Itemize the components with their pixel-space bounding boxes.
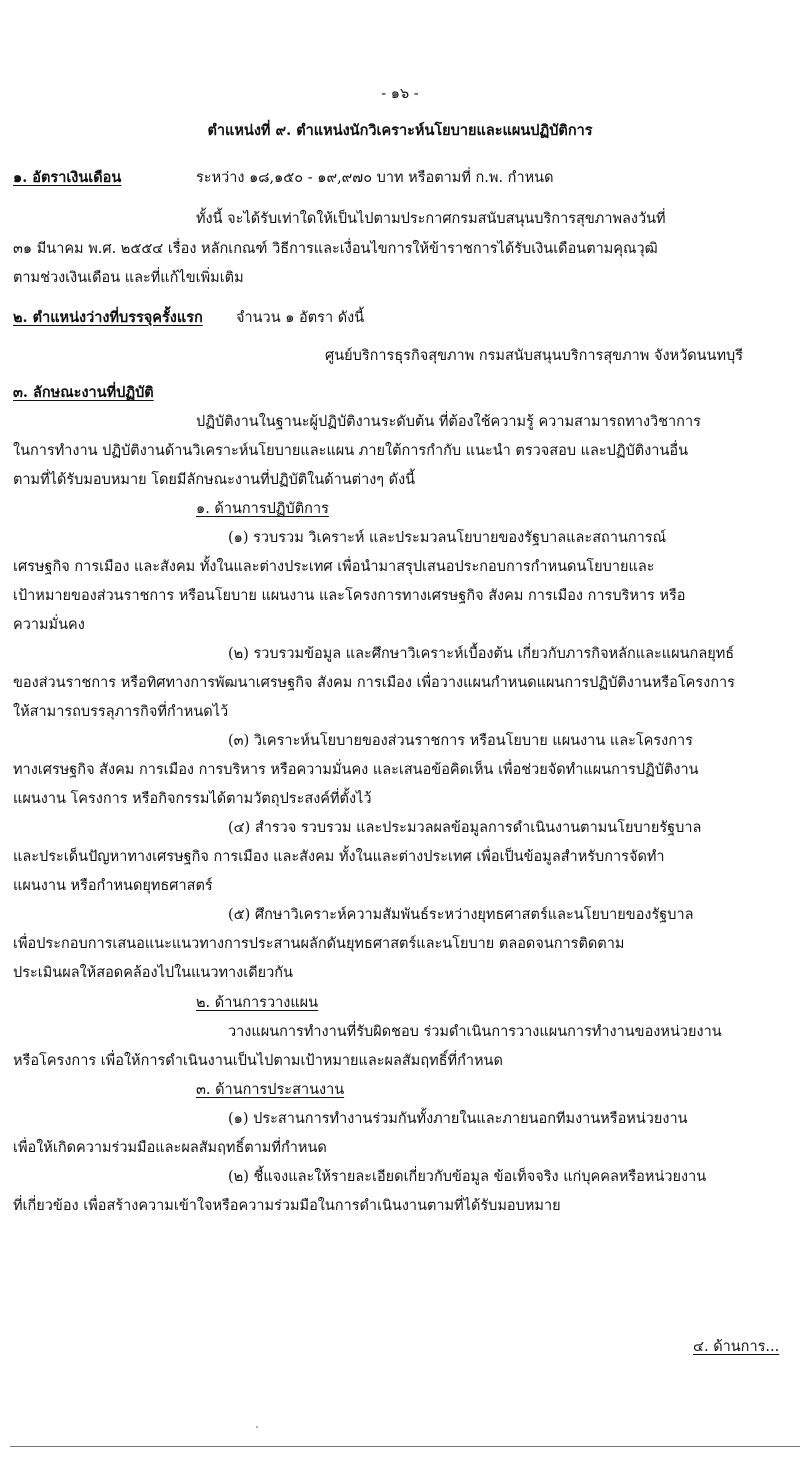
duty-line: เศรษฐกิจ การเมือง และสังคม ทั้งในและต่างประเทศ เพื่อนำมาสรุปเสนอประกอบการกำหนดนโยบายและ	[13, 559, 655, 575]
duty-line: (๑) รวบรวม วิเคราะห์ และประมวลนโยบายของรัฐบาลและสถานการณ์	[228, 530, 667, 546]
section-1-title: ๑. อัตราเงินเดือน	[13, 169, 122, 186]
duty-line: เพื่อประกอบการเสนอแนะแนวทางการประสานผลักดันยุทธศาสตร์และนโยบาย ตลอดจนการติดตาม	[13, 936, 625, 952]
bottom-rule	[10, 1446, 800, 1447]
duty-line: หรือโครงการ เพื่อให้การดำเนินงานเป็นไปตามเป้าหมายและผลสัมฤทธิ์ที่กำหนด	[13, 1053, 503, 1069]
duty-line: เป้าหมายของส่วนราชการ หรือนโยบาย แผนงาน และโครงการทางเศรษฐกิจ สังคม การเมือง การบริหาร หรือ	[13, 588, 686, 604]
duty-line: ความมั่นคง	[13, 617, 85, 633]
duty-line: แผนงาน หรือกำหนดยุทธศาสตร์	[13, 878, 213, 894]
intro-line: ตามที่ได้รับมอบหมาย โดยมีลักษณะงานที่ปฏิบัติในด้านต่างๆ ดังนี้	[13, 472, 416, 488]
page-number: - ๑๖ -	[381, 86, 419, 102]
section-3-title: ๓. ลักษณะงานที่ปฏิบัติ	[13, 384, 154, 401]
scan-speck	[256, 1426, 258, 1428]
subsection-coordination-title: ๓. ด้านการประสานงาน	[196, 1082, 345, 1098]
position-heading: ตำแหน่งที่ ๙. ตำแหน่งนักวิเคราะห์นโยบายและแผนปฏิบัติการ	[207, 122, 593, 139]
duty-line: เพื่อให้เกิดความร่วมมือและผลสัมฤทธิ์ตามที่กำหนด	[13, 1140, 327, 1156]
vacancy-count: จำนวน ๑ อัตรา ดังนี้	[236, 310, 365, 326]
duty-line: ที่เกี่ยวข้อง เพื่อสร้างความเข้าใจหรือความร่วมมือในการดำเนินงานตามที่ได้รับมอบหมาย	[13, 1198, 561, 1214]
duty-line: (๕) ศึกษาวิเคราะห์ความสัมพันธ์ระหว่างยุทธศาสตร์และนโยบายของรัฐบาล	[228, 907, 694, 923]
duty-line: ของส่วนราชการ หรือทิศทางการพัฒนาเศรษฐกิจ สังคม การเมือง เพื่อวางแผนกำหนดแผนการปฏิบัติงานหรือโครงการ	[13, 675, 735, 691]
intro-line: ในการทำงาน ปฏิบัติงานด้านวิเคราะห์นโยบายและแผน ภายใต้การกำกับ แนะนำ ตรวจสอบ และปฏิบัติงานอื่น	[13, 443, 688, 459]
duty-line: (๔) สำรวจ รวบรวม และประมวลผลข้อมูลการดำเนินงานตามนโยบายรัฐบาล	[228, 820, 702, 836]
duty-line: (๑) ประสานการทำงานร่วมกันทั้งภายในและภายนอกทีมงานหรือหน่วยงาน	[228, 1111, 688, 1127]
duty-line: ให้สามารถบรรลุภารกิจที่กำหนดไว้	[13, 704, 229, 720]
salary-note-line: ตามช่วงเงินเดือน และที่แก้ไขเพิ่มเติม	[13, 270, 244, 286]
salary-note-line: ทั้งนี้ จะได้รับเท่าใดให้เป็นไปตามประกาศกรมสนับสนุนบริการสุขภาพลงวันที่	[196, 211, 666, 227]
duty-line: และประเด็นปัญหาทางเศรษฐกิจ การเมือง และสังคม ทั้งในและต่างประเทศ เพื่อเป็นข้อมูลสำหรับการจัดทำ	[13, 849, 665, 865]
salary-range: ระหว่าง ๑๘,๑๕๐ - ๑๙,๙๗๐ บาท หรือตามที่ ก.พ. กำหนด	[196, 170, 554, 186]
duty-line: (๒) รวบรวมข้อมูล และศึกษาวิเคราะห์เบื้องต้น เกี่ยวกับภารกิจหลักและแผนกลยุทธ์	[228, 646, 735, 662]
subsection-planning-title: ๒. ด้านการวางแผน	[196, 995, 319, 1011]
duty-line: วางแผนการทำงานที่รับผิดชอบ ร่วมดำเนินการวางแผนการทำงานของหน่วยงาน	[228, 1024, 722, 1040]
intro-line: ปฏิบัติงานในฐานะผู้ปฏิบัติงานระดับต้น ที่ต้องใช้ความรู้ ความสามารถทางวิชาการ	[196, 414, 701, 430]
duty-line: แผนงาน โครงการ หรือกิจกรรมได้ตามวัตถุประสงค์ที่ตั้งไว้	[13, 791, 372, 807]
duty-line: ทางเศรษฐกิจ สังคม การเมือง การบริหาร หรือความมั่นคง และเสนอข้อคิดเห็น เพื่อช่วยจัดทำแผนการปฏิบัติงาน	[13, 762, 699, 778]
salary-note-line: ๓๑ มีนาคม พ.ศ. ๒๕๕๔ เรื่อง หลักเกณฑ์ วิธีการและเงื่อนไขการให้ข้าราชการได้รับเงินเดือนตามคุณวุฒิ	[13, 241, 658, 257]
section-2-title: ๒. ตำแหน่งว่างที่บรรจุครั้งแรก	[13, 309, 203, 326]
continuation-marker: ๔. ด้านการ...	[693, 1339, 780, 1355]
duty-line: (๒) ชี้แจงและให้รายละเอียดเกี่ยวกับข้อมูล ข้อเท็จจริง แก่บุคคลหรือหน่วยงาน	[228, 1169, 707, 1185]
duty-line: (๓) วิเคราะห์นโยบายของส่วนราชการ หรือนโยบาย แผนงาน และโครงการ	[228, 733, 693, 749]
agency-name: ศูนย์บริการธุรกิจสุขภาพ กรมสนับสนุนบริการสุขภาพ จังหวัดนนทบุรี	[325, 348, 744, 364]
subsection-operations-title: ๑. ด้านการปฏิบัติการ	[196, 501, 329, 517]
duty-line: ประเมินผลให้สอดคล้องไปในแนวทางเดียวกัน	[13, 965, 293, 981]
